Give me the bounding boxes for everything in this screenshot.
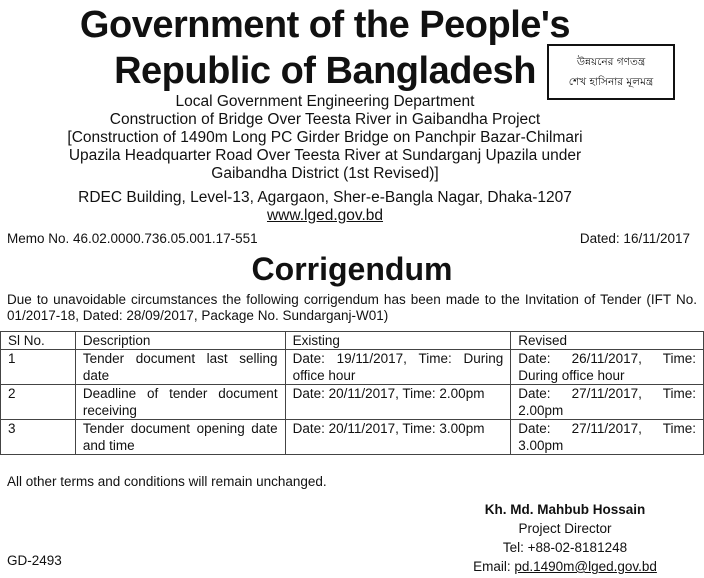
table-header-row (1, 332, 704, 350)
row-existing: Date: 20/11/2017, Time: 2.00pm (285, 385, 511, 420)
email-link[interactable]: pd.1490m@lged.gov.bd (514, 559, 657, 574)
footer-note: All other terms and conditions will remain unchanged. (7, 474, 327, 489)
project-name: Construction of Bridge Over Teesta River in Gaibandha Project (109, 111, 541, 128)
office-address: RDEC Building, Level-13, Agargaon, Sher-e-Bangla Nagar, Dhaka-1207 (78, 189, 572, 206)
row-description: Tender document last selling date (75, 350, 285, 385)
project-description-line-2: Upazila Headquarter Road Over Teesta River at Sundarganj Upazila under (68, 147, 582, 164)
signatory-tel: Tel: +88-02-8181248 (502, 540, 628, 555)
row-existing: Date: 20/11/2017, Time: 3.00pm (285, 420, 511, 455)
row-revised: Date: 27/11/2017, Time: 3.00pm (511, 420, 704, 455)
stamp-line-2: শেখ হাসিনার মূলমন্ত্র (568, 76, 654, 88)
memo-date: Dated: 16/11/2017 (579, 231, 690, 246)
stamp-line-1: উন্নয়নের গণতন্ত্র (576, 56, 646, 68)
website-link[interactable]: www.lged.gov.bd (266, 207, 384, 224)
reference-code: GD-2493 (7, 553, 62, 568)
row-revised: Date: 27/11/2017, Time: 2.00pm (511, 385, 704, 420)
row-description: Deadline of tender document receiving (75, 385, 285, 420)
website-line (0, 207, 650, 225)
title-line-2: Republic of Bangladesh (114, 50, 536, 92)
header-description: Description (75, 332, 285, 350)
row-revised: Date: 26/11/2017, Time: During office hour (511, 350, 704, 385)
signatory-name: Kh. Md. Mahbub Hossain (484, 502, 646, 517)
corrigendum-table (0, 331, 704, 455)
slogan-stamp (547, 44, 675, 100)
header-sl-no: Sl No. (1, 332, 76, 350)
signatory-title: Project Director (518, 521, 612, 536)
project-description-line-1: [Construction of 1490m Long PC Girder Bridge on Panchpir Bazar-Chilmari (67, 129, 583, 146)
table-row (1, 385, 704, 420)
project-description-line-3: Gaibandha District (1st Revised)] (211, 165, 439, 182)
email-label: Email: (473, 559, 515, 574)
department-name: Local Government Engineering Department (175, 93, 475, 110)
row-sl-no: 3 (1, 420, 76, 455)
title-line-1: Government of the People's (79, 4, 571, 46)
corrigendum-heading: Corrigendum (251, 251, 453, 287)
header-existing: Existing (285, 332, 511, 350)
intro-paragraph: Due to unavoidable circumstances the following corrigendum has been made to the Invitation of Tender (IFT No. 01/2017-18, Dated: 28/09/2017, Package No. Sundarganj-W01) (7, 292, 697, 323)
row-description: Tender document opening date and time (75, 420, 285, 455)
table-row (1, 350, 704, 385)
row-existing: Date: 19/11/2017, Time: During office hour (285, 350, 511, 385)
memo-number: Memo No. 46.02.0000.736.05.001.17-551 (7, 231, 258, 246)
row-sl-no: 1 (1, 350, 76, 385)
header-revised: Revised (511, 332, 704, 350)
signatory-email-line (420, 557, 704, 577)
row-sl-no: 2 (1, 385, 76, 420)
table-row (1, 420, 704, 455)
